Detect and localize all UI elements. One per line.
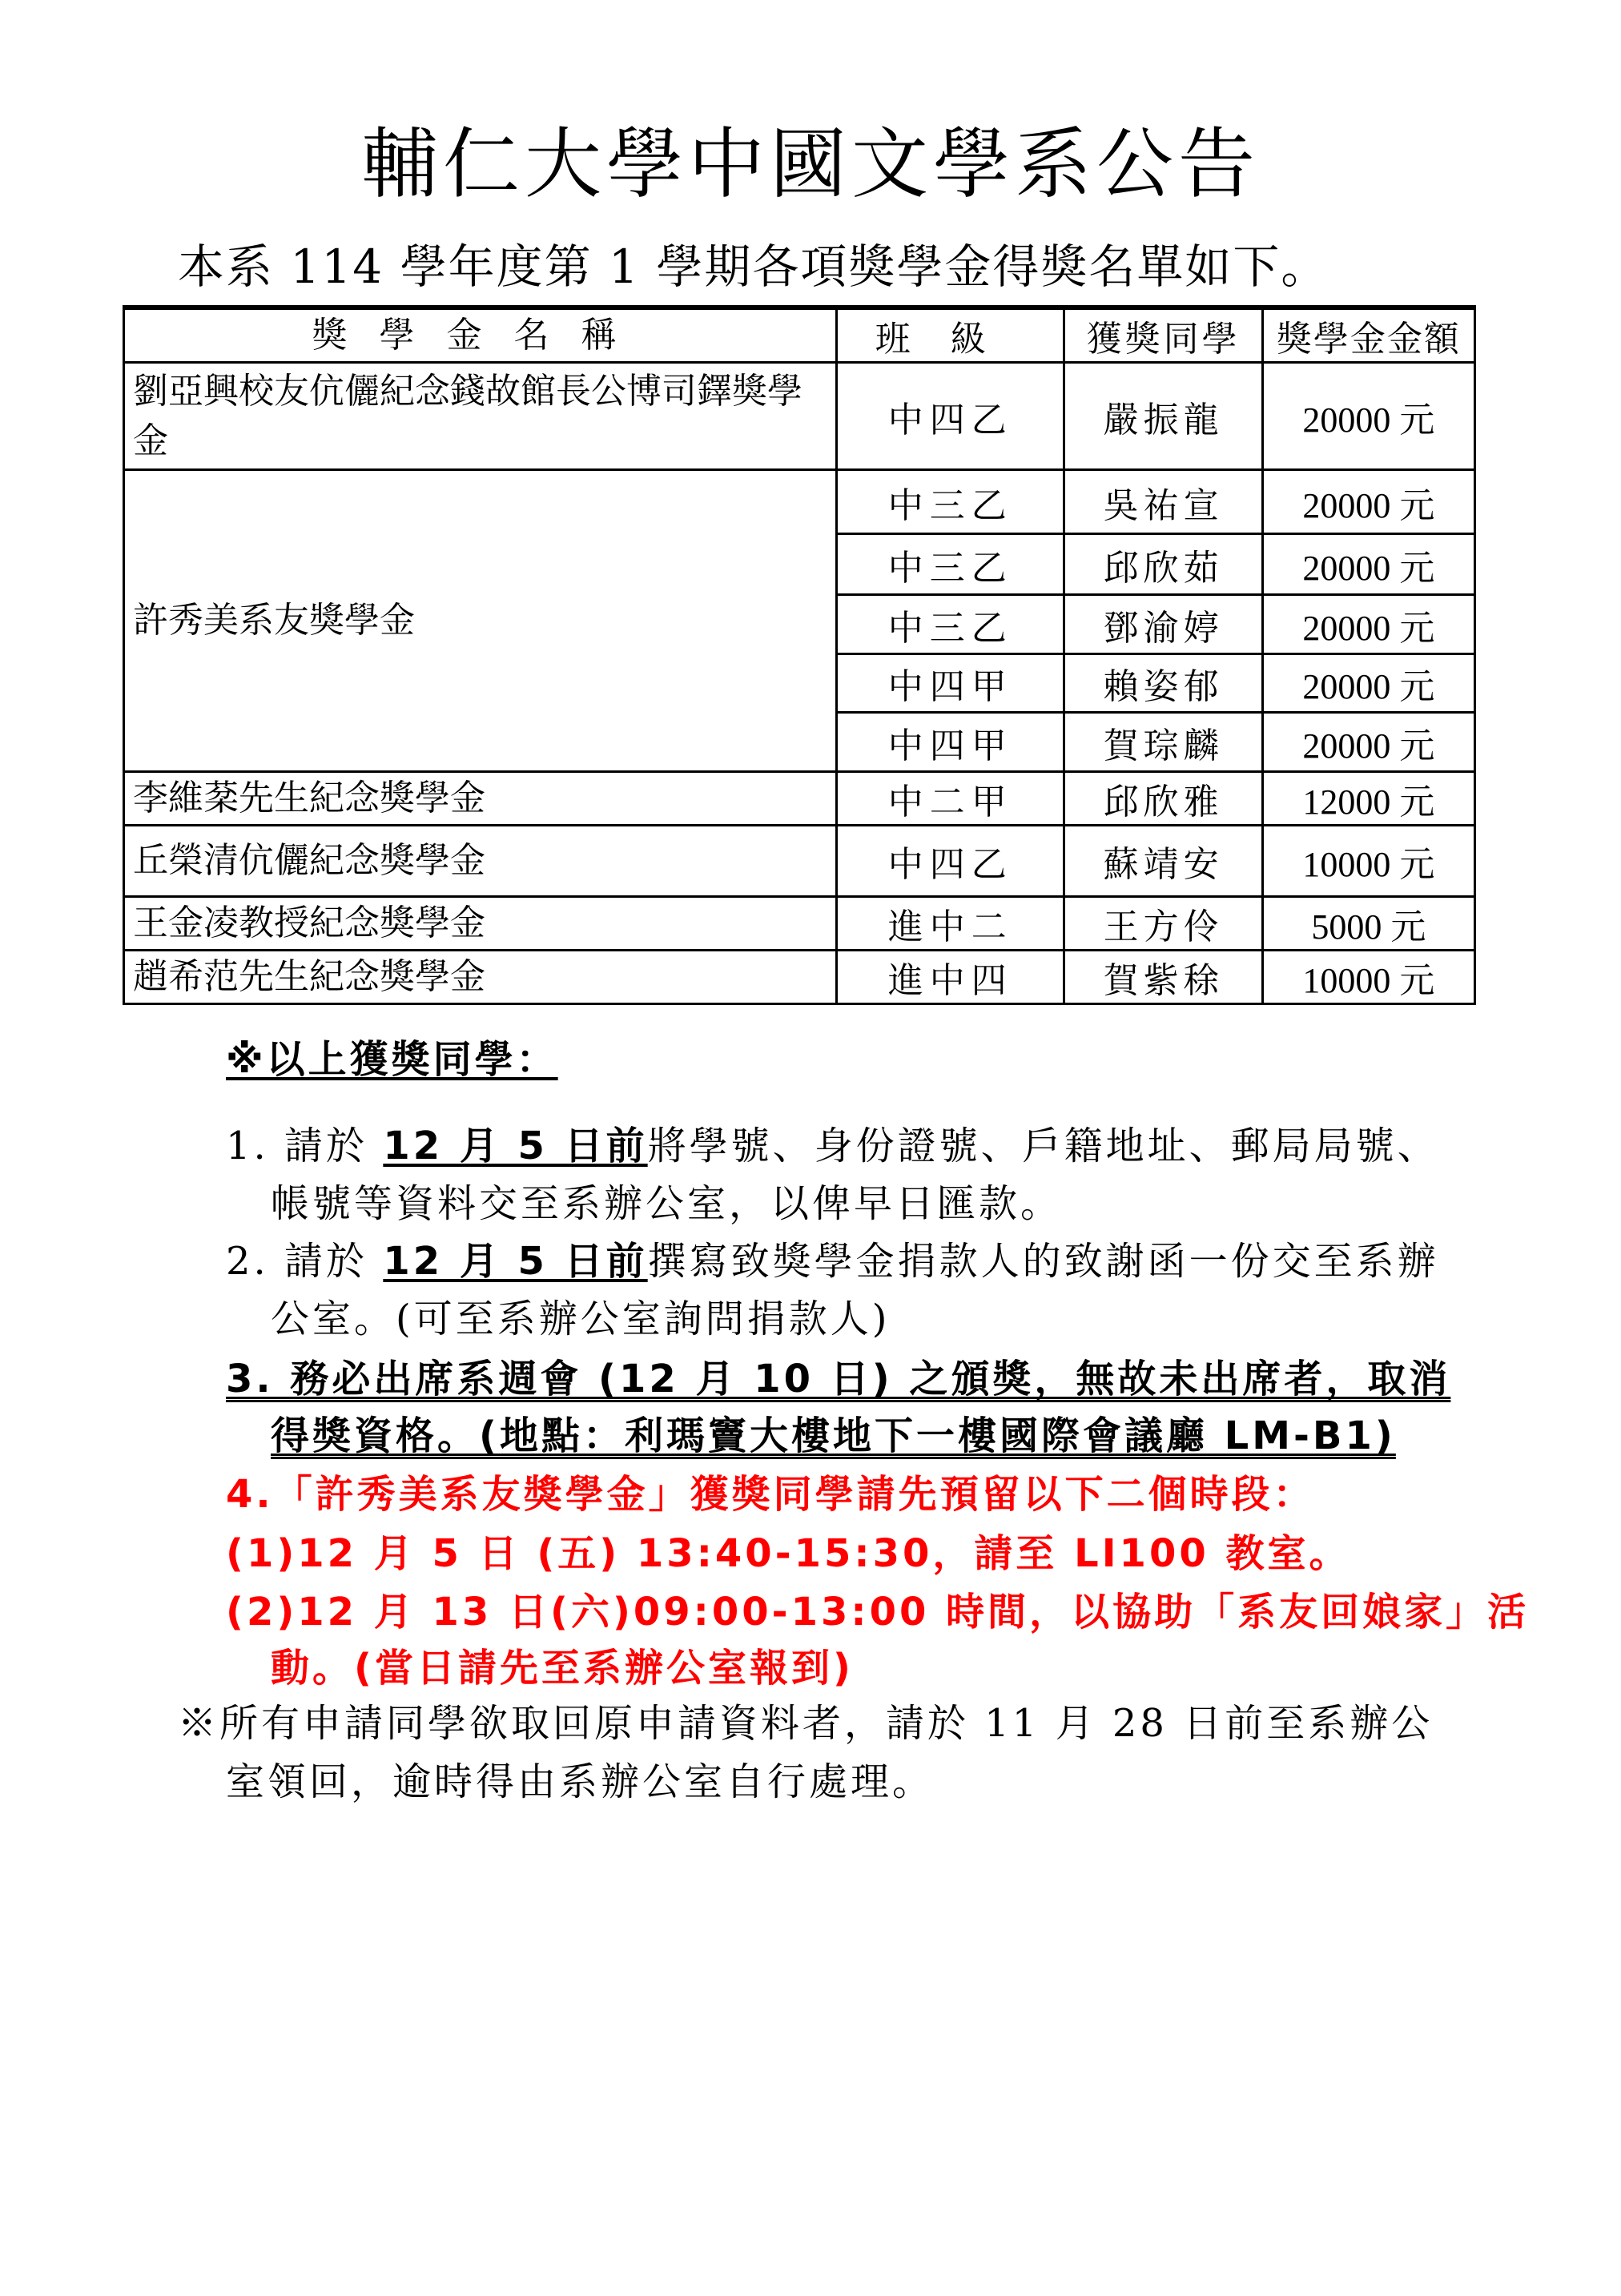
class-cell: 中三乙 [836,470,1064,534]
note-item-4-slot-2: (2)12 月 13 日(六)09:00-13:00 時間，以協助「系友回娘家」活 [226,1590,1530,1635]
note-1-text: 將學號、身份證號、戶籍地址、郵局局號、 [647,1124,1439,1168]
class-cell: 進中二 [836,897,1064,951]
footer-note: ※所有申請同學欲取回原申請資料者，請於 11 月 28 日前至系辦公 [178,1701,1434,1746]
amount-cell: 20000 元 [1262,654,1474,713]
table-row [124,363,1475,470]
class-cell: 中四甲 [836,713,1064,772]
amount-cell: 20000 元 [1262,595,1474,654]
note-item-3-cont: 得獎資格。(地點：利瑪竇大樓地下一樓國際會議廳 LM-B1) [271,1413,1396,1458]
amount-cell: 12000 元 [1262,772,1474,826]
amount-cell: 20000 元 [1262,363,1474,470]
recipient-cell: 吳祐宣 [1064,470,1262,534]
recipient-cell: 賀琮麟 [1064,713,1262,772]
note-1-prefix: 1. 請於 [226,1124,384,1168]
amount-cell: 5000 元 [1262,897,1474,951]
recipient-cell: 邱欣茹 [1064,534,1262,595]
notes-heading: ※以上獲獎同學： [226,1037,558,1082]
recipient-cell: 鄧渝婷 [1064,595,1262,654]
class-cell: 中二甲 [836,772,1064,826]
header-scholarship-name: 獎學金名稱 [124,308,837,363]
recipient-cell: 賴姿郁 [1064,654,1262,713]
table-header-row [124,308,1475,363]
class-cell: 進中四 [836,951,1064,1004]
header-recipient: 獲獎同學 [1064,308,1262,363]
scholarship-name: 王金凌教授紀念獎學金 [124,897,837,951]
recipient-cell: 王方伶 [1064,897,1262,951]
recipient-cell: 嚴振龍 [1064,363,1262,470]
amount-cell: 20000 元 [1262,470,1474,534]
recipient-cell: 賀紫稌 [1064,951,1262,1004]
amount-cell: 10000 元 [1262,951,1474,1004]
header-amount: 獎學金金額 [1262,308,1474,363]
class-cell: 中三乙 [836,534,1064,595]
scholarship-name: 劉亞興校友伉儷紀念錢故館長公博司鐸獎學金 [124,363,837,470]
table-row [124,951,1475,1004]
table-row [124,772,1475,826]
header-class: 班級 [836,308,1064,363]
scholarship-name: 趙希范先生紀念獎學金 [124,951,837,1004]
recipient-cell: 邱欣雅 [1064,772,1262,826]
note-item-4-slot-2-cont: 動。(當日請先至系辦公室報到) [271,1646,854,1691]
note-2-text: 撰寫致獎學金捐款人的致謝函一份交至系辦 [647,1239,1439,1284]
note-item-4: 4.「許秀美系友獎學金」獲獎同學請先預留以下二個時段： [226,1472,1315,1517]
class-cell: 中四乙 [836,826,1064,897]
page-subtitle: 本系 114 學年度第 1 學期各項獎學金得獎名單如下。 [178,239,1329,294]
note-item-2-cont: 公室。(可至系辦公室詢問捐款人) [271,1297,891,1341]
recipient-cell: 蘇靖安 [1064,826,1262,897]
scholarship-table [123,305,1476,1005]
note-item-1-cont: 帳號等資料交至系辦公室，以俾早日匯款。 [271,1181,1063,1226]
amount-cell: 10000 元 [1262,826,1474,897]
table-row [124,470,1475,534]
page-title: 輔仁大學中國文學系公告 [361,119,1260,209]
table-row [124,897,1475,951]
scholarship-name: 李維棻先生紀念獎學金 [124,772,837,826]
note-item-4-slot-1: (1)12 月 5 日 (五) 13:40-15:30，請至 LI100 教室。 [226,1531,1351,1576]
note-item-3: 3. 務必出席系週會 (12 月 10 日) 之頒獎，無故未出席者，取消 [226,1357,1451,1401]
note-1-deadline: 12 月 5 日前 [383,1124,648,1168]
note-item-2 [226,1237,1439,1285]
amount-cell: 20000 元 [1262,713,1474,772]
note-2-prefix: 2. 請於 [226,1239,384,1284]
note-item-1 [226,1122,1439,1170]
amount-cell: 20000 元 [1262,534,1474,595]
note-2-deadline: 12 月 5 日前 [383,1239,648,1284]
class-cell: 中三乙 [836,595,1064,654]
table-row [124,826,1475,897]
scholarship-name: 許秀美系友獎學金 [124,470,837,772]
scholarship-name: 丘榮清伉儷紀念獎學金 [124,826,837,897]
class-cell: 中四乙 [836,363,1064,470]
class-cell: 中四甲 [836,654,1064,713]
footer-note-cont: 室領回，逾時得由系辦公室自行處理。 [226,1759,935,1804]
